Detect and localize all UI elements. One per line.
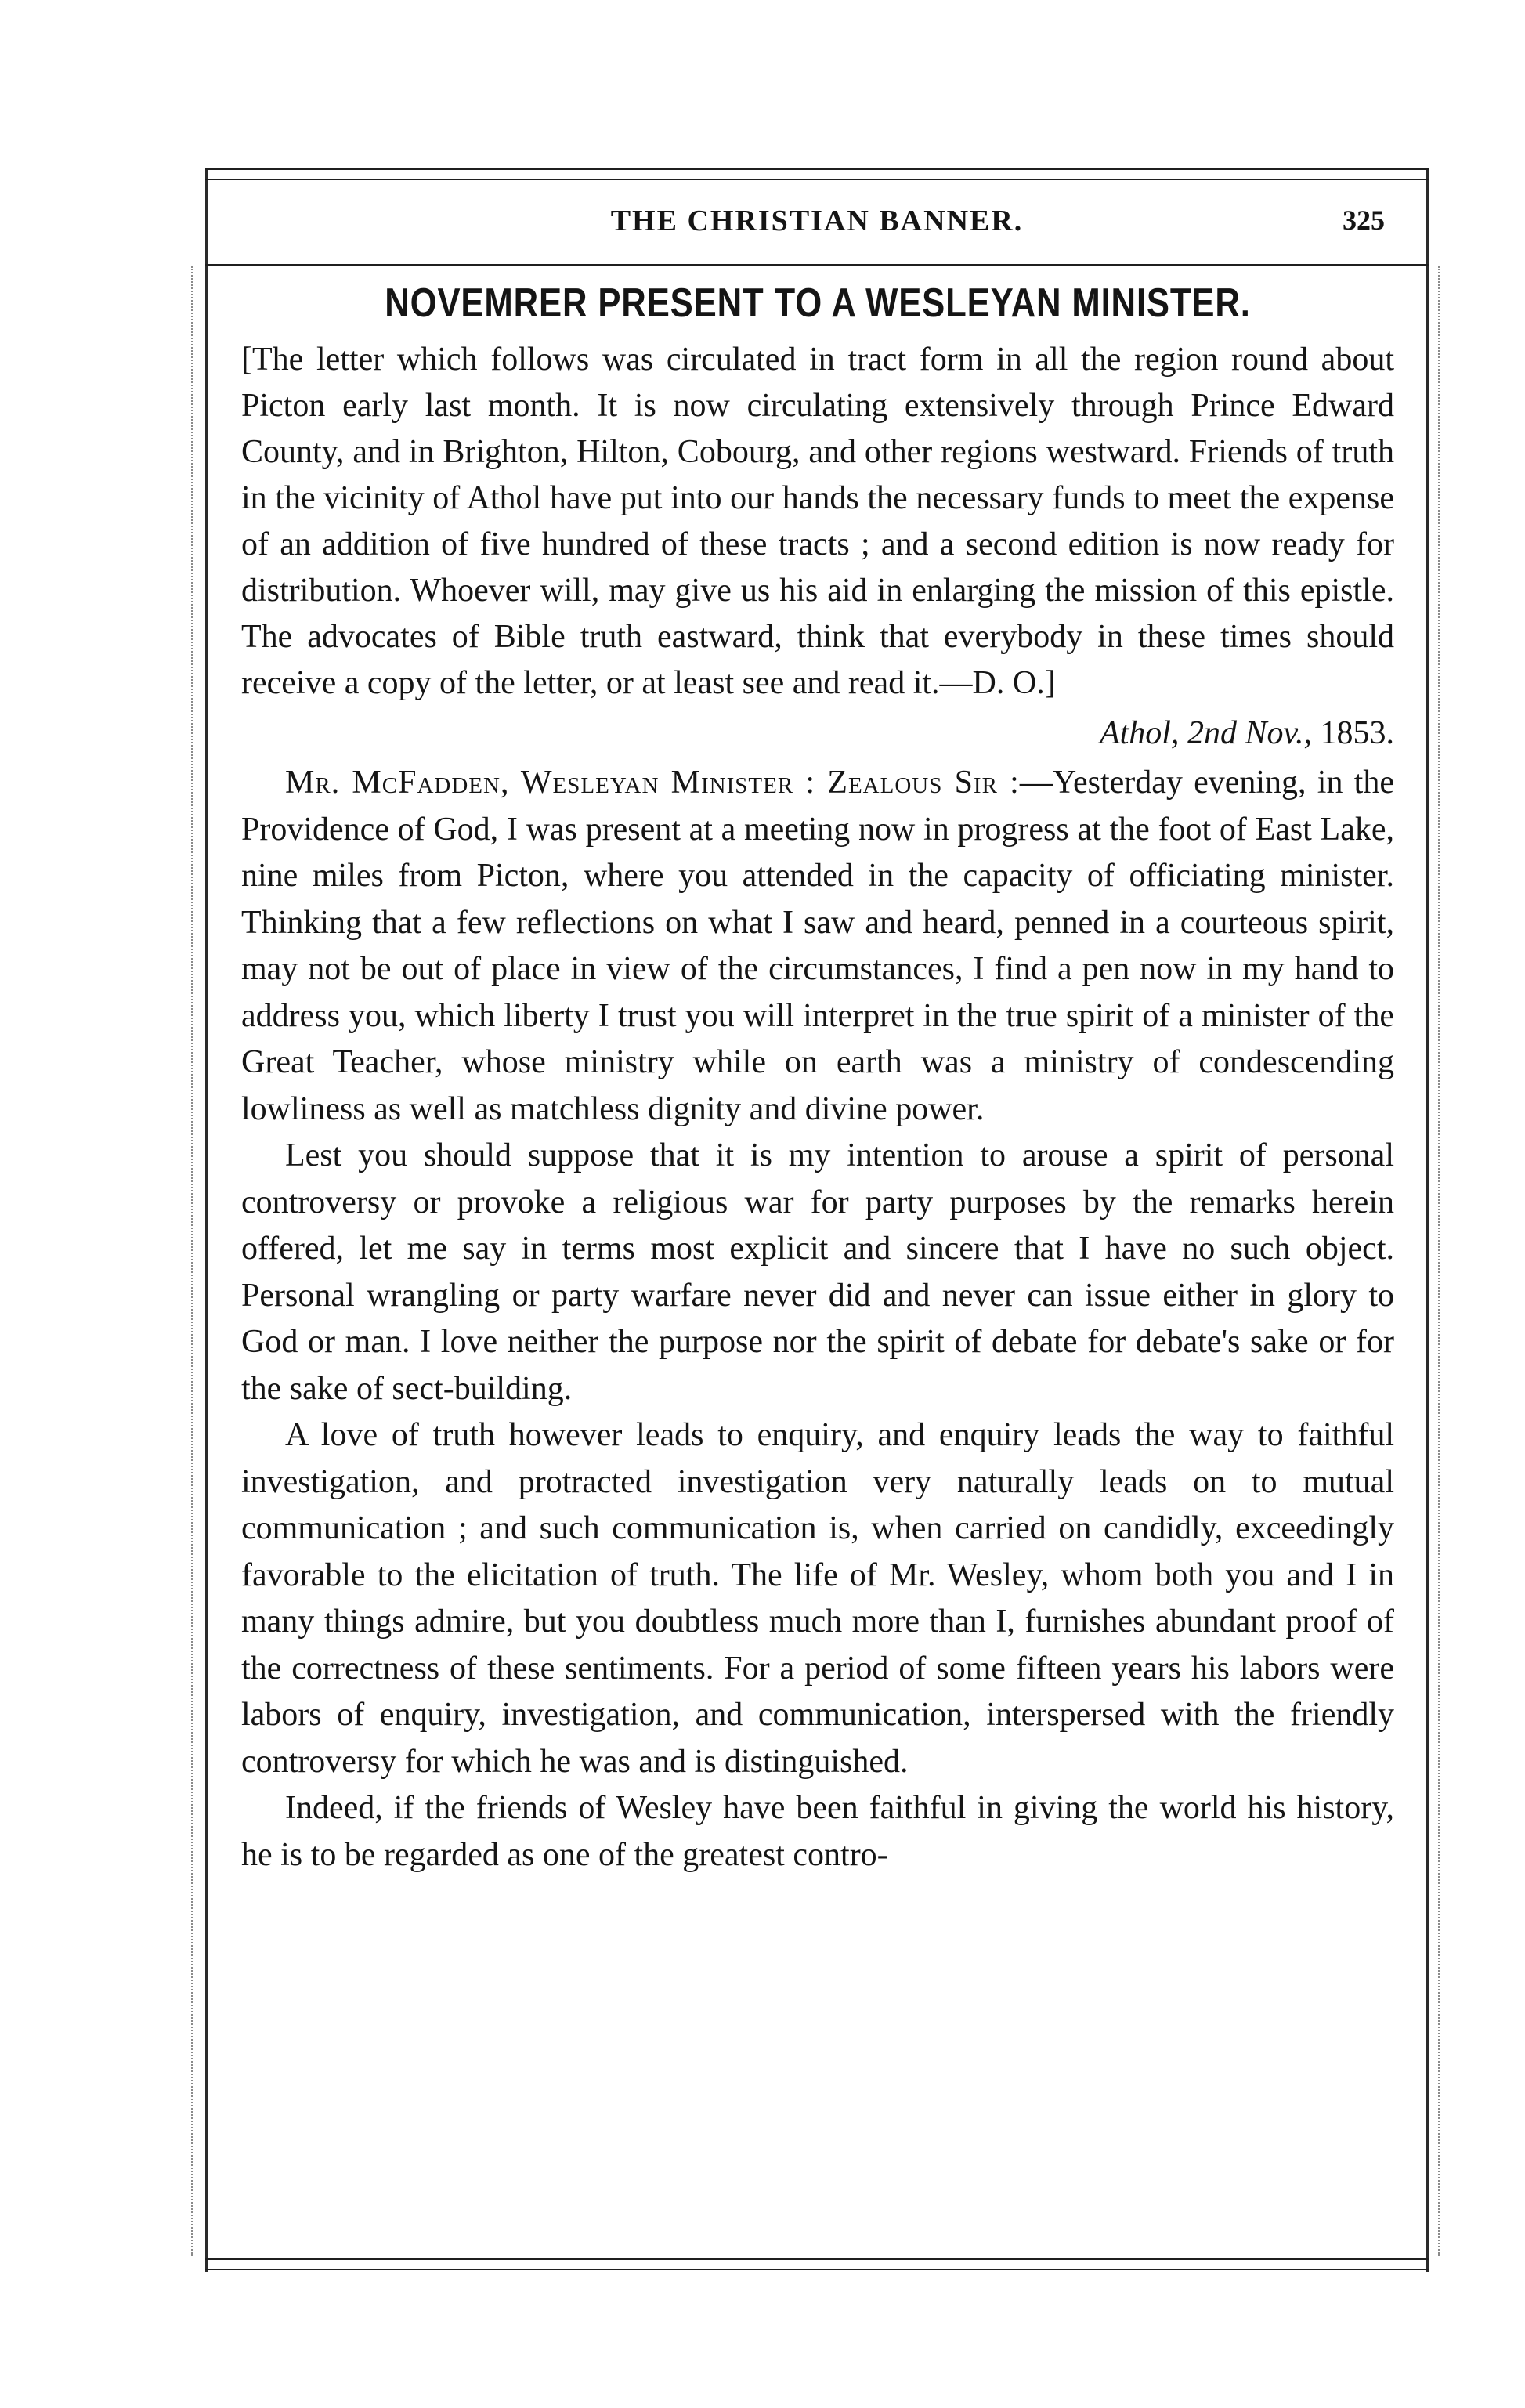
editorial-intro: [The letter which follows was circulated in tract form in all the region round about Picton early last month. It is now circulating extensively through Prince Edward County, and in Brighton, Hilton, Cobourg, and other regions westward. Friends of truth in the vicinity of Athol have put into our hands the necessary funds to meet the expense of an addition of five hundred of these tracts ; and a second edition is now ready for distribution. Whoever will, may give us his aid in enlarging the mission of this epistle. The advocates of Bible truth eastward, think that everybody in these times should receive a copy of the letter, or at least see and read it.—D. O.] xyxy=(241,342,1394,701)
header-rule xyxy=(205,264,1429,266)
letter-paragraph-2: Lest you should suppose that it is my intention to arouse a spirit of personal controversy or provoke a religious war for party purposes by the remarks herein offered, let me say in terms most explicit and sincere that I have no such object. Personal wrangling or party warfare never did and never can issue either in glory to God or man. I love neither the purpose nor the spirit of debate for debate's sake or for the sake of sect-building. xyxy=(241,1137,1394,1407)
bottom-rule-inner xyxy=(205,2269,1429,2270)
dateline-place: Athol, 2nd Nov., xyxy=(1099,715,1312,751)
letter-paragraph-4: Indeed, if the friends of Wesley have been faithful in giving the world his history, he is to be regarded as one of the greatest contro- xyxy=(241,1790,1394,1873)
page-number: 325 xyxy=(1343,204,1385,236)
paragraph-body: —Yesterday evening, in the Providence of God, I was present at a meeting now in progress at the foot of East Lake, nine miles from Picton, where you attended in the capacity of officiating minister. Thinking that a few reflections on what I saw and heard, penned in a courteous spirit, may not be out of place in view of the circumstances, I find a pen now in my hand to address you, which liberty I trust you will interpret in the true spirit of a minister of the Great Teacher, whose ministry while on earth was a ministry of condescending lowliness as well as matchless dignity and divine power. xyxy=(241,765,1394,1127)
journal-title: THE CHRISTIAN BANNER. xyxy=(610,204,1024,237)
top-rule xyxy=(205,168,1429,170)
left-margin-marks xyxy=(191,266,201,2256)
article xyxy=(241,277,1394,1878)
bottom-rule xyxy=(205,2258,1429,2260)
top-rule-inner xyxy=(205,179,1429,180)
article-title: NOVEMRER PRESENT TO A WESLEYAN MINISTER. xyxy=(385,280,1251,326)
running-head xyxy=(205,197,1429,252)
dateline-year: 1853. xyxy=(1320,715,1394,751)
salutation: Mr. McFadden, Wesleyan Minister : Zealous Sir : xyxy=(285,765,1020,801)
letter-paragraph-1 xyxy=(241,760,1394,1133)
right-margin-marks xyxy=(1438,266,1447,2256)
dateline xyxy=(241,710,1394,757)
letter-paragraph-3: A love of truth however leads to enquiry, and enquiry leads the way to faithful investigation, and protracted investigation very naturally leads on to mutual communication ; and such communication is, when carried on candidly, exceedingly favorable to the elicitation of truth. The life of Mr. Wesley, whom both you and I in many things admire, but you doubtless much more than I, furnishes abundant proof of the correctness of these sentiments. For a period of some fifteen years his labors were labors of enquiry, investigation, and communication, interspersed with the friendly controversy for which he was and is distinguished. xyxy=(241,1417,1394,1780)
